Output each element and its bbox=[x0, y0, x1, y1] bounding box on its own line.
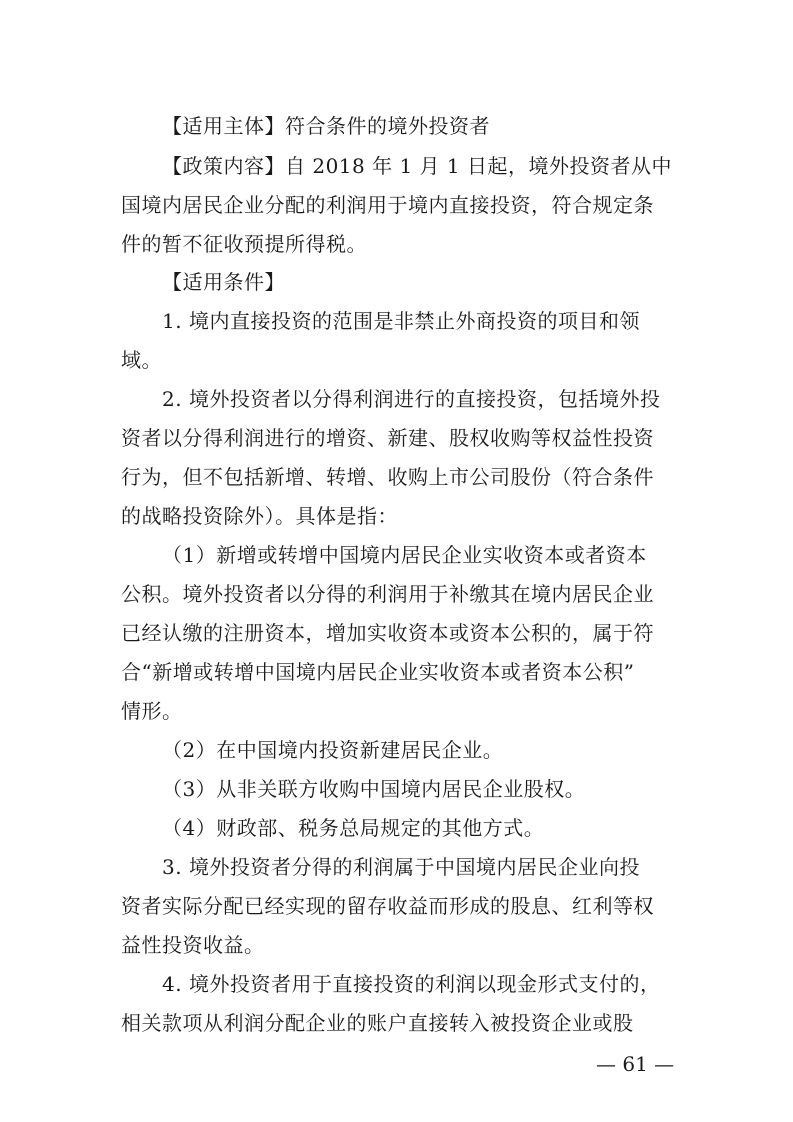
policy-content-line: 【政策内容】自 2018 年 1 月 1 日起，境外投资者从中 bbox=[162, 154, 672, 178]
body-text-line: 国境内居民企业分配的利润用于境内直接投资，符合规定条 bbox=[121, 193, 654, 217]
condition-2-line: 2. 境外投资者以分得利润进行的直接投资，包括境外投 bbox=[162, 387, 661, 411]
body-text-line: 相关款项从利润分配企业的账户直接转入被投资企业或股 bbox=[121, 1011, 634, 1035]
body-text-line: 资者实际分配已经实现的留存收益而形成的股息、红利等权 bbox=[121, 894, 654, 918]
page-number: — 61 — bbox=[596, 1052, 675, 1076]
body-text-line: 合“新增或转增中国境内居民企业实收资本或者资本公积” bbox=[121, 660, 635, 684]
applicable-subject-line: 【适用主体】符合条件的境外投资者 bbox=[162, 114, 490, 138]
condition-3-line: 3. 境外投资者分得的利润属于中国境内居民企业向投 bbox=[162, 855, 640, 879]
body-text-line: 域。 bbox=[121, 348, 162, 372]
condition-1-line: 1. 境内直接投资的范围是非禁止外商投资的项目和领 bbox=[162, 309, 640, 333]
body-text-line: 的战略投资除外）。具体是指： bbox=[121, 504, 398, 528]
applicable-conditions-heading: 【适用条件】 bbox=[162, 270, 285, 294]
body-text-line: 益性投资收益。 bbox=[121, 933, 265, 957]
body-text-line: 情形。 bbox=[121, 699, 183, 723]
body-text-line: 资者以分得利润进行的增资、新建、股权收购等权益性投资 bbox=[121, 426, 654, 450]
sub-item-4-line: （4）财政部、税务总局规定的其他方式。 bbox=[162, 816, 545, 840]
body-text-line: 已经认缴的注册资本，增加实收资本或资本公积的，属于符 bbox=[121, 621, 654, 645]
condition-4-line: 4. 境外投资者用于直接投资的利润以现金形式支付的， bbox=[162, 972, 661, 996]
body-text-line: 公积。境外投资者以分得的利润用于补缴其在境内居民企业 bbox=[121, 582, 654, 606]
sub-item-3-line: （3）从非关联方收购中国境内居民企业股权。 bbox=[162, 777, 586, 801]
sub-item-2-line: （2）在中国境内投资新建居民企业。 bbox=[162, 738, 504, 762]
body-text-line: 行为，但不包括新增、转增、收购上市公司股份（符合条件 bbox=[121, 465, 654, 489]
sub-item-1-line: （1）新增或转增中国境内居民企业实收资本或者资本 bbox=[162, 543, 647, 567]
body-text-line: 件的暂不征收预提所得税。 bbox=[121, 232, 367, 256]
